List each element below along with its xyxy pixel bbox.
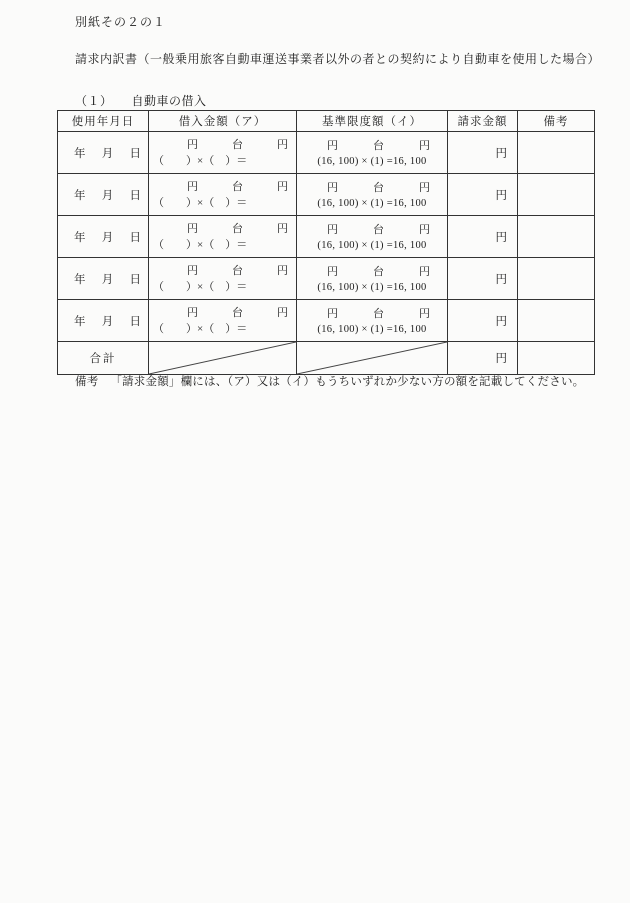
yen-unit-label: 円 xyxy=(187,306,198,319)
claim-amount-cell: 円 xyxy=(448,258,518,300)
year-label: 年 xyxy=(74,315,86,328)
loan-formula: （ ）×（ ）＝ xyxy=(153,323,248,336)
total-row xyxy=(58,342,595,375)
car-count-unit-label: 台 xyxy=(373,182,384,195)
loan-formula: （ ）×（ ）＝ xyxy=(153,281,248,294)
car-count-unit-label: 台 xyxy=(232,264,243,277)
yen-unit-label: 円 xyxy=(187,264,198,277)
limit-amount-cell xyxy=(297,132,448,174)
month-label: 月 xyxy=(101,315,114,328)
footnote-text: 「請求金額」欄には、（ア）又は（イ）もうちいずれか少ない方の額を記載してください。 xyxy=(110,376,585,388)
day-label: 日 xyxy=(129,147,141,160)
yen-unit-label: 円 xyxy=(327,182,338,195)
car-count-unit-label: 台 xyxy=(373,266,384,279)
section-heading: （１） 自動車の借入 xyxy=(75,94,207,108)
table-header-row xyxy=(58,111,595,132)
remarks-cell xyxy=(518,216,595,258)
loan-amount-cell xyxy=(149,174,297,216)
col-header-remarks: 備考 xyxy=(518,111,595,132)
diagonal-strike-line xyxy=(297,342,447,374)
month-label: 月 xyxy=(101,189,114,202)
car-count-unit-label: 台 xyxy=(373,140,384,153)
claim-amount-cell: 円 xyxy=(448,300,518,342)
yen-unit-label: 円 xyxy=(277,180,288,193)
month-label: 月 xyxy=(101,231,114,244)
remarks-cell xyxy=(518,132,595,174)
year-label: 年 xyxy=(74,273,86,286)
attachment-label: 別紙その２の１ xyxy=(75,15,167,29)
usage-date-cell xyxy=(58,132,149,174)
month-label: 月 xyxy=(101,147,114,160)
total-label: 合計 xyxy=(58,342,149,375)
usage-date-cell xyxy=(58,258,149,300)
strikethrough-cell xyxy=(149,342,297,375)
day-label: 日 xyxy=(129,273,141,286)
car-count-unit-label: 台 xyxy=(232,306,243,319)
yen-unit-label: 円 xyxy=(419,224,430,237)
car-rental-breakdown-table xyxy=(57,110,595,375)
car-count-unit-label: 台 xyxy=(232,222,243,235)
limit-formula: (16, 100) × (1) =16, 100 xyxy=(317,281,427,293)
claim-amount-cell: 円 xyxy=(448,216,518,258)
limit-amount-cell xyxy=(297,258,448,300)
loan-formula: （ ）×（ ）＝ xyxy=(153,239,248,252)
usage-date-cell xyxy=(58,216,149,258)
car-count-unit-label: 台 xyxy=(373,308,384,321)
loan-amount-cell xyxy=(149,258,297,300)
table-row xyxy=(58,258,595,300)
yen-unit-label: 円 xyxy=(327,266,338,279)
day-label: 日 xyxy=(129,189,141,202)
loan-amount-cell xyxy=(149,216,297,258)
table-row xyxy=(58,174,595,216)
table-row xyxy=(58,300,595,342)
yen-unit-label: 円 xyxy=(187,138,198,151)
loan-formula: （ ）×（ ）＝ xyxy=(153,155,248,168)
limit-amount-cell xyxy=(297,300,448,342)
remarks-cell xyxy=(518,174,595,216)
loan-formula: （ ）×（ ）＝ xyxy=(153,197,248,210)
claim-amount-cell: 円 xyxy=(448,132,518,174)
col-header-claim-amount: 請求金額 xyxy=(448,111,518,132)
total-remarks-cell xyxy=(518,342,595,375)
col-header-usage-date: 使用年月日 xyxy=(58,111,149,132)
limit-formula: (16, 100) × (1) =16, 100 xyxy=(317,197,427,209)
yen-unit-label: 円 xyxy=(327,224,338,237)
year-label: 年 xyxy=(74,147,86,160)
limit-formula: (16, 100) × (1) =16, 100 xyxy=(317,323,427,335)
strikethrough-cell xyxy=(297,342,448,375)
table-row xyxy=(58,132,595,174)
footnote xyxy=(75,373,584,389)
col-header-loan-amount: 借入金額（ア） xyxy=(149,111,297,132)
yen-unit-label: 円 xyxy=(419,182,430,195)
loan-amount-cell xyxy=(149,132,297,174)
usage-date-cell xyxy=(58,300,149,342)
yen-unit-label: 円 xyxy=(277,222,288,235)
limit-formula: (16, 100) × (1) =16, 100 xyxy=(317,155,427,167)
loan-amount-cell xyxy=(149,300,297,342)
yen-unit-label: 円 xyxy=(327,308,338,321)
yen-unit-label: 円 xyxy=(419,308,430,321)
yen-unit-label: 円 xyxy=(419,140,430,153)
car-count-unit-label: 台 xyxy=(373,224,384,237)
limit-formula: (16, 100) × (1) =16, 100 xyxy=(317,239,427,251)
yen-unit-label: 円 xyxy=(187,180,198,193)
yen-unit-label: 円 xyxy=(277,138,288,151)
yen-unit-label: 円 xyxy=(327,140,338,153)
limit-amount-cell xyxy=(297,174,448,216)
col-header-limit-amount: 基準限度額（イ） xyxy=(297,111,448,132)
day-label: 日 xyxy=(129,231,141,244)
car-count-unit-label: 台 xyxy=(232,180,243,193)
year-label: 年 xyxy=(74,189,86,202)
yen-unit-label: 円 xyxy=(187,222,198,235)
day-label: 日 xyxy=(129,315,141,328)
year-label: 年 xyxy=(74,231,86,244)
remarks-cell xyxy=(518,300,595,342)
limit-amount-cell xyxy=(297,216,448,258)
month-label: 月 xyxy=(101,273,114,286)
footnote-label: 備考 xyxy=(75,376,99,388)
yen-unit-label: 円 xyxy=(277,264,288,277)
usage-date-cell xyxy=(58,174,149,216)
remarks-cell xyxy=(518,258,595,300)
total-claim-amount-cell: 円 xyxy=(448,342,518,375)
document-title: 請求内訳書（一般乗用旅客自動車運送事業者以外の者との契約により自動車を使用した場合） xyxy=(75,52,601,66)
yen-unit-label: 円 xyxy=(277,306,288,319)
yen-unit-label: 円 xyxy=(419,266,430,279)
car-count-unit-label: 台 xyxy=(232,138,243,151)
claim-amount-cell: 円 xyxy=(448,174,518,216)
diagonal-strike-line xyxy=(149,342,296,374)
table-row xyxy=(58,216,595,258)
